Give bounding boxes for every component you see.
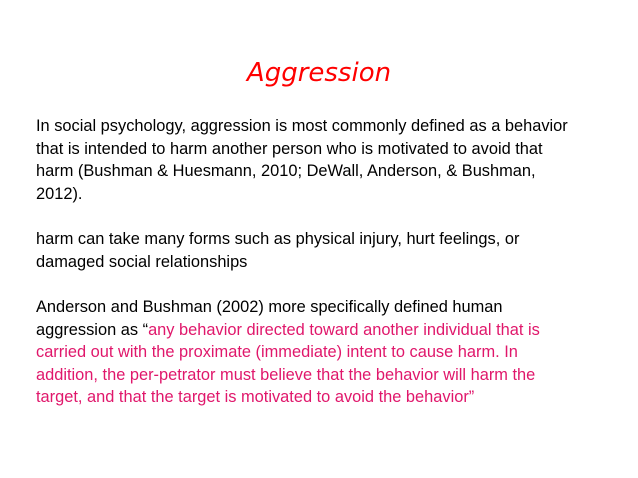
paragraph-line: harm can take many forms such as physical injury, hurt feelings, or [36, 230, 520, 248]
slide-title: Aggression [246, 58, 392, 88]
quote-line: target, and that the target is motivated to avoid the behavior” [36, 388, 475, 406]
definition-paragraph [36, 115, 596, 205]
paragraph-line: damaged social relationships [36, 252, 248, 271]
anderson-bushman-paragraph [36, 296, 596, 409]
paragraph-line: Anderson and Bushman (2002) more specifically defined human [36, 298, 503, 316]
quote-line: carried out with the proximate (immediate) intent to cause harm. In [36, 343, 518, 361]
quote-line: addition, the per-petrator must believe that the behavior will harm the [36, 365, 536, 384]
paragraph-line: In social psychology, aggression is most commonly defined as a behavior [36, 117, 568, 135]
quote-text: any behavior directed toward another individual that is [148, 320, 540, 339]
paragraph-line [36, 319, 596, 342]
paragraph-line: harm (Bushman & Huesmann, 2010; DeWall, Anderson, & Bushman, [36, 162, 536, 180]
paragraph-line: that is intended to harm another person who is motivated to avoid that [36, 139, 543, 158]
harm-forms-paragraph [36, 228, 596, 273]
paragraph-line: 2012). [36, 184, 83, 203]
quote-lead-in: aggression as “ [36, 320, 149, 339]
